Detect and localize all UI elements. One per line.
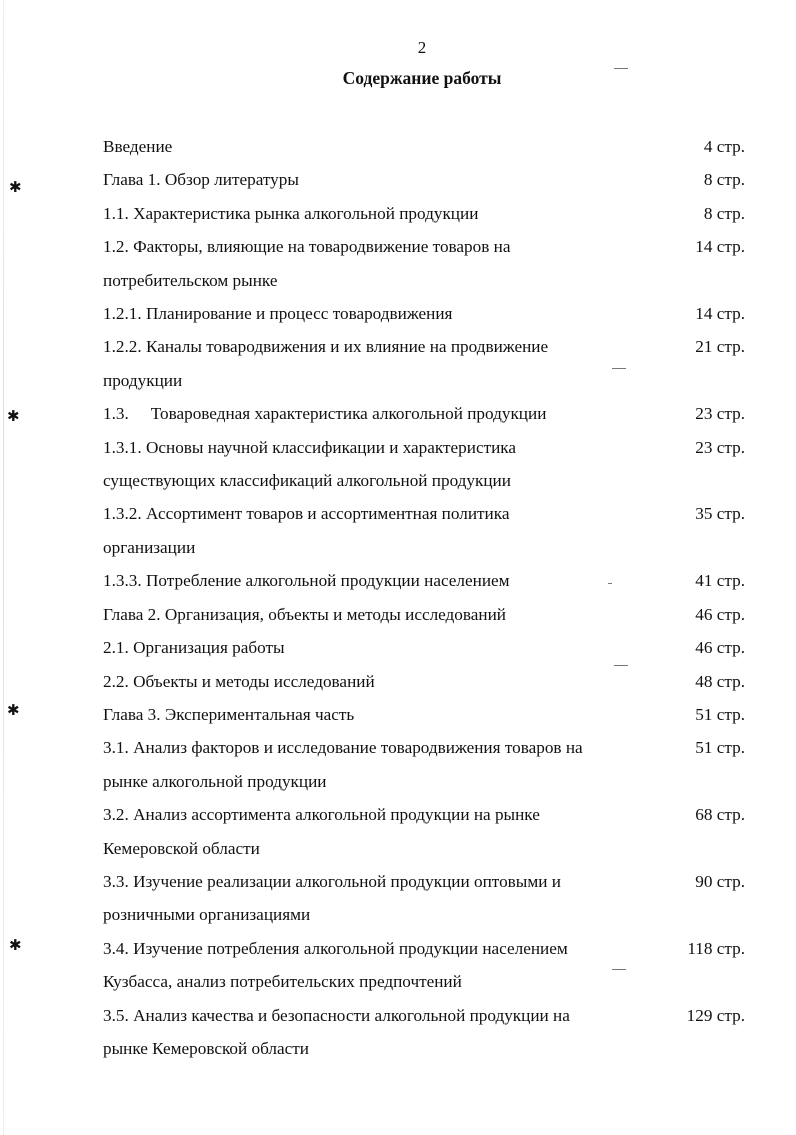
toc-entry-text-continued: розничными организациями <box>103 905 311 925</box>
toc-entry <box>103 431 745 498</box>
toc-entry-text: 2.2. Объекты и методы исследований <box>103 671 375 691</box>
toc-entry-text: 2.1. Организация работы <box>103 638 285 658</box>
toc-entry-text: 1.3.1. Основы научной классификации и характеристика <box>103 437 517 457</box>
scan-mark-icon: ✱ <box>7 409 20 425</box>
scan-speck <box>608 583 612 584</box>
toc-entry <box>103 197 745 230</box>
toc-entry-text: 1.2.2. Каналы товародвижения и их влияние на продвижение <box>103 337 549 357</box>
toc-entry-text: 3.5. Анализ качества и безопасности алкогольной продукции на <box>103 1005 570 1025</box>
toc-entry-page: 23 стр. <box>695 437 745 457</box>
toc-entry-text-continued: существующих классификаций алкогольной продукции <box>103 471 511 491</box>
toc-entry-page: 8 стр. <box>703 203 745 223</box>
toc-entry-text: Товароведная характеристика алкогольной продукции <box>150 404 547 424</box>
toc-entry <box>103 598 745 631</box>
toc-entry-text-continued: рынке Кемеровской области <box>103 1038 309 1058</box>
toc-entry-text: 1.1. Характеристика рынка алкогольной продукции <box>103 203 479 223</box>
toc-entry-text: 3.2. Анализ ассортимента алкогольной продукции на рынке <box>103 805 540 825</box>
table-of-contents <box>103 130 745 1065</box>
toc-entry-page: 21 стр. <box>695 337 745 357</box>
toc-entry <box>103 731 745 798</box>
toc-entry-page: 14 стр. <box>695 237 745 257</box>
toc-entry-text: 3.4. Изучение потребления алкогольной продукции населением <box>103 938 568 958</box>
toc-entry <box>103 163 745 196</box>
scan-mark-icon: ✱ <box>7 703 20 719</box>
toc-entry <box>103 330 745 397</box>
scan-mark-icon: ✱ <box>9 180 22 196</box>
toc-entry <box>103 999 745 1066</box>
toc-entry <box>103 865 745 932</box>
toc-entry-text: Глава 1. Обзор литературы <box>103 170 299 190</box>
toc-entry <box>103 130 745 163</box>
toc-entry <box>103 397 745 430</box>
toc-entry-page: 68 стр. <box>695 805 745 825</box>
toc-entry-page: 118 стр. <box>687 938 745 958</box>
page-title: Содержание работы <box>342 68 502 88</box>
toc-entry-text-continued: потребительском рынке <box>103 270 278 290</box>
toc-entry-page: 35 стр. <box>695 504 745 524</box>
toc-entry-page: 51 стр. <box>695 704 745 724</box>
toc-entry-page: 48 стр. <box>695 671 745 691</box>
toc-entry-page: 129 стр. <box>686 1005 745 1025</box>
toc-entry <box>103 297 745 330</box>
scan-speck <box>614 665 628 666</box>
toc-entry-text-continued: рынке алкогольной продукции <box>103 771 327 791</box>
toc-entry <box>103 665 745 698</box>
page-number: 2 <box>417 38 427 57</box>
toc-entry <box>103 631 745 664</box>
toc-entry <box>103 798 745 865</box>
toc-entry-text-continued: продукции <box>103 370 183 390</box>
toc-entry <box>103 564 745 597</box>
toc-entry-page: 23 стр. <box>695 404 745 424</box>
scan-edge <box>3 0 4 1135</box>
toc-entry-page: 41 стр. <box>695 571 745 591</box>
toc-entry <box>103 698 745 731</box>
toc-entry-text: 3.3. Изучение реализации алкогольной продукции оптовыми и <box>103 871 561 891</box>
toc-entry <box>103 497 745 564</box>
toc-entry-text: 1.3.2. Ассортимент товаров и ассортиментная политика <box>103 504 510 524</box>
toc-entry <box>103 230 745 297</box>
scan-mark-icon: ✱ <box>9 938 22 954</box>
toc-entry-page: 8 стр. <box>703 170 745 190</box>
toc-entry-page: 14 стр. <box>695 304 745 324</box>
toc-entry-text-continued: Кемеровской области <box>103 838 260 858</box>
toc-entry-text: 1.2.1. Планирование и процесс товародвижения <box>103 304 453 324</box>
toc-entry <box>103 932 745 999</box>
toc-entry-text-continued: Кузбасса, анализ потребительских предпочтений <box>103 972 462 992</box>
toc-entry-number: 1.3. <box>103 404 129 424</box>
toc-entry-text: 1.2. Факторы, влияющие на товародвижение товаров на <box>103 237 511 257</box>
toc-entry-page: 46 стр. <box>695 638 745 658</box>
toc-entry-text: 1.3.3. Потребление алкогольной продукции населением <box>103 571 510 591</box>
scan-speck <box>612 969 626 970</box>
scan-speck <box>614 68 628 69</box>
scan-speck <box>612 368 626 369</box>
toc-entry-page: 51 стр. <box>695 738 745 758</box>
toc-entry-page: 4 стр. <box>703 137 745 156</box>
toc-entry-text: Глава 2. Организация, объекты и методы исследований <box>103 604 507 624</box>
toc-entry-text: Введение <box>103 137 173 156</box>
toc-entry-page: 46 стр. <box>695 604 745 624</box>
toc-entry-page: 90 стр. <box>695 871 745 891</box>
toc-entry-text: 3.1. Анализ факторов и исследование товародвижения товаров на <box>103 738 583 758</box>
toc-entry-text-continued: организации <box>103 537 196 557</box>
toc-entry-text: Глава 3. Экспериментальная часть <box>103 704 355 724</box>
